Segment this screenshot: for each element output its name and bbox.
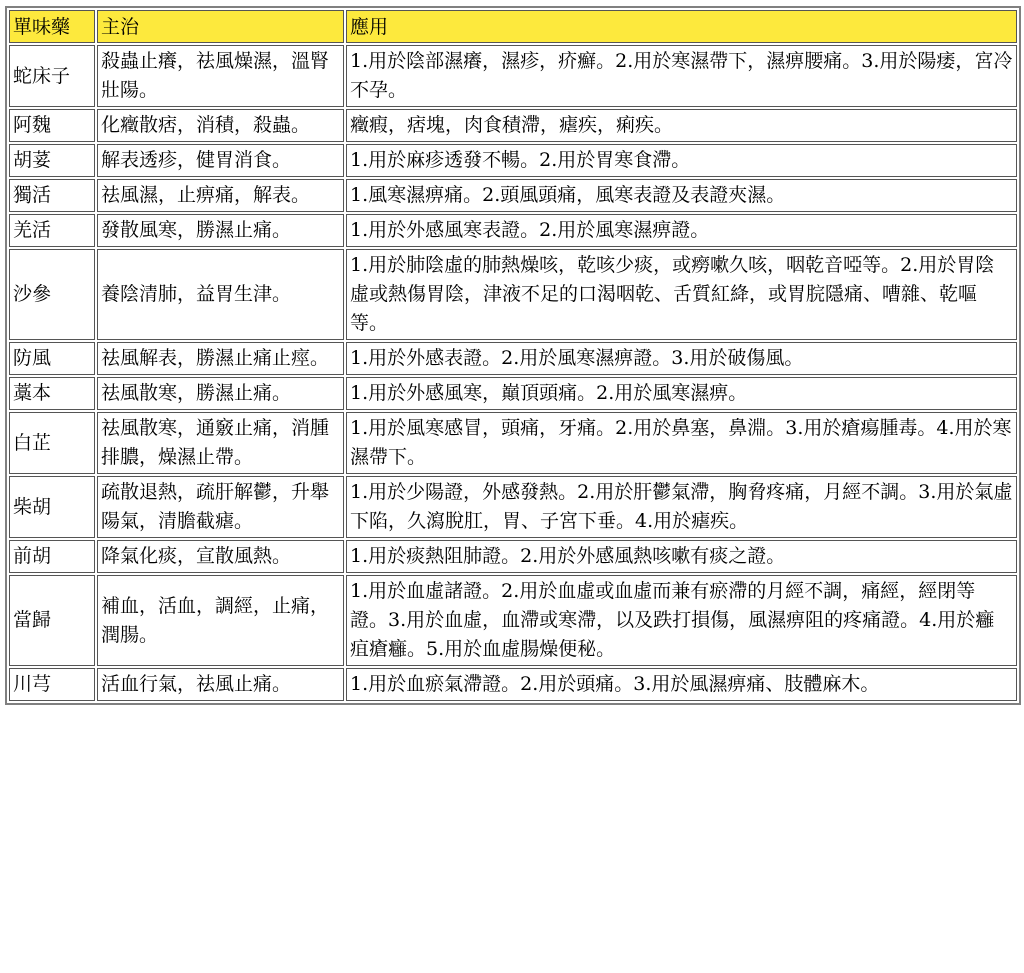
herb-table	[5, 6, 1021, 705]
indication-cell: 發散風寒，勝濕止痛。	[97, 214, 344, 247]
application-cell: 1.用於外感風寒，巔頂頭痛。2.用於風寒濕痹。	[346, 377, 1017, 410]
herb-cell: 阿魏	[9, 109, 95, 142]
table-row	[9, 476, 1017, 538]
indication-cell: 解表透疹，健胃消食。	[97, 144, 344, 177]
herb-cell: 柴胡	[9, 476, 95, 538]
table-row	[9, 377, 1017, 410]
herb-cell: 羌活	[9, 214, 95, 247]
header-application: 應用	[346, 10, 1017, 43]
application-cell: 1.用於外感風寒表證。2.用於風寒濕痹證。	[346, 214, 1017, 247]
herb-cell: 防風	[9, 342, 95, 375]
table-row	[9, 45, 1017, 107]
application-cell: 1.用於陰部濕癢，濕疹，疥癬。2.用於寒濕帶下，濕痹腰痛。3.用於陽痿，宮冷不孕。	[346, 45, 1017, 107]
application-cell: 1.用於痰熱阻肺證。2.用於外感風熱咳嗽有痰之證。	[346, 540, 1017, 573]
application-cell: 1.用於麻疹透發不暢。2.用於胃寒食滯。	[346, 144, 1017, 177]
indication-cell: 疏散退熱，疏肝解鬱，升舉陽氣，清膽截瘧。	[97, 476, 344, 538]
table-row	[9, 342, 1017, 375]
herb-cell: 胡荽	[9, 144, 95, 177]
table-row	[9, 668, 1017, 701]
header-herb: 單味藥	[9, 10, 95, 43]
header-indication: 主治	[97, 10, 344, 43]
indication-cell: 祛風散寒，勝濕止痛。	[97, 377, 344, 410]
table-row	[9, 249, 1017, 340]
table-row	[9, 412, 1017, 474]
herb-cell: 獨活	[9, 179, 95, 212]
table-row	[9, 144, 1017, 177]
application-cell: 1.用於肺陰虛的肺熱燥咳，乾咳少痰，或癆嗽久咳，咽乾音啞等。2.用於胃陰虛或熱傷胃陰，津液不足的口渴咽乾、舌質紅絳，或胃脘隱痛、嘈雜、乾嘔等。	[346, 249, 1017, 340]
application-cell: 1.用於外感表證。2.用於風寒濕痹證。3.用於破傷風。	[346, 342, 1017, 375]
table-row	[9, 575, 1017, 666]
header-row	[9, 10, 1017, 43]
application-cell: 1.用於血瘀氣滯證。2.用於頭痛。3.用於風濕痹痛、肢體麻木。	[346, 668, 1017, 701]
table-row	[9, 214, 1017, 247]
indication-cell: 殺蟲止癢，祛風燥濕，溫腎壯陽。	[97, 45, 344, 107]
application-cell: 癥瘕，痞塊，肉食積滯，瘧疾，痢疾。	[346, 109, 1017, 142]
table-row	[9, 540, 1017, 573]
table-row	[9, 109, 1017, 142]
indication-cell: 化癥散痞，消積，殺蟲。	[97, 109, 344, 142]
indication-cell: 祛風解表，勝濕止痛止痙。	[97, 342, 344, 375]
indication-cell: 降氣化痰，宣散風熱。	[97, 540, 344, 573]
application-cell: 1.風寒濕痹痛。2.頭風頭痛，風寒表證及表證夾濕。	[346, 179, 1017, 212]
indication-cell: 祛風散寒，通竅止痛，消腫排膿，燥濕止帶。	[97, 412, 344, 474]
indication-cell: 活血行氣，祛風止痛。	[97, 668, 344, 701]
herb-cell: 藁本	[9, 377, 95, 410]
application-cell: 1.用於血虛諸證。2.用於血虛或血虛而兼有瘀滯的月經不調，痛經，經閉等證。3.用於血虛，血滯或寒滯，以及跌打損傷，風濕痹阻的疼痛證。4.用於癰疽瘡癰。5.用於血虛腸燥便秘。	[346, 575, 1017, 666]
table-row	[9, 179, 1017, 212]
indication-cell: 補血，活血，調經，止痛，潤腸。	[97, 575, 344, 666]
indication-cell: 養陰清肺，益胃生津。	[97, 249, 344, 340]
herb-cell: 前胡	[9, 540, 95, 573]
application-cell: 1.用於風寒感冒，頭痛，牙痛。2.用於鼻塞，鼻淵。3.用於瘡瘍腫毒。4.用於寒濕帶下。	[346, 412, 1017, 474]
herb-cell: 沙參	[9, 249, 95, 340]
herb-cell: 川芎	[9, 668, 95, 701]
application-cell: 1.用於少陽證，外感發熱。2.用於肝鬱氣滯，胸脅疼痛，月經不調。3.用於氣虛下陷，久瀉脫肛，胃、子宮下垂。4.用於瘧疾。	[346, 476, 1017, 538]
herb-cell: 蛇床子	[9, 45, 95, 107]
herb-cell: 白芷	[9, 412, 95, 474]
indication-cell: 祛風濕，止痹痛，解表。	[97, 179, 344, 212]
herb-cell: 當歸	[9, 575, 95, 666]
